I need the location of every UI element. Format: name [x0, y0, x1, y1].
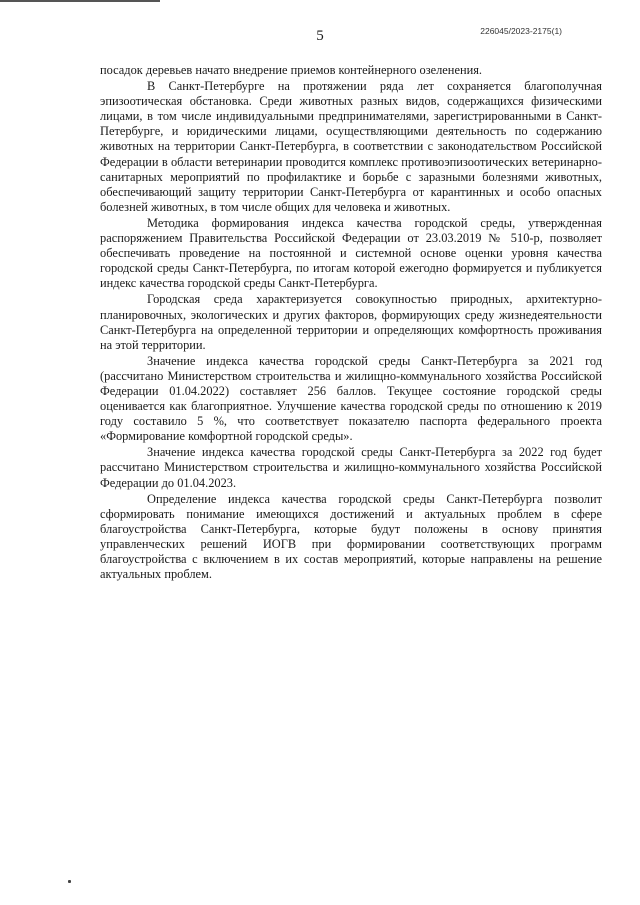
top-rule	[0, 0, 160, 2]
paragraph-index-2021: Значение индекса качества городской среды Санкт-Петербурга за 2021 год (рассчитано Министерством строительства и жилищно-коммунального хозяйства Российской Федерации 01.04.2022) составляет 256 баллов. Текущее состояние городской среды оценивается как благоприятное. Улучшение качества городской среды по отношению к 2019 году составило 5 %, что соответствует показателю паспорта федерального проекта «Формирование комфортной городской среды».	[100, 353, 602, 444]
paragraph-urban-environment: Городская среда характеризуется совокупностью природных, архитектурно-планировочных, экологических и других факторов, формирующих среду жизнедеятельности Санкт-Петербурга на определенной территории и определяющих комфортность проживания на этой территории.	[100, 292, 602, 352]
paragraph-continuation: посадок деревьев начато внедрение приемов контейнерного озеленения.	[100, 63, 482, 77]
page-number: 5	[316, 28, 324, 44]
paragraph-index-purpose: Определение индекса качества городской среды Санкт-Петербурга позволит сформировать понимание имеющихся достижений и актуальных проблем в сфере благоустройства Санкт-Петербурга, которые будут положены в основу принятия управленческих решений ИОГВ при формировании соответствующих программ благоустройства с включением в их состав мероприятий, которые направлены на решение актуальных проблем.	[100, 491, 602, 582]
document-id: 226045/2023-2175(1)	[480, 26, 562, 36]
paragraph-index-2022: Значение индекса качества городской среды Санкт-Петербурга за 2022 год будет рассчитано Министерством строительства и жилищно-коммунального хозяйства Российской Федерации до 01.04.2023.	[100, 445, 602, 490]
paragraph-methodology: Методика формирования индекса качества городской среды, утвержденная распоряжением Правительства Российской Федерации от 23.03.2019 № 510-р, позволяет обеспечивать проведение на постоянной и системной основе оценки уровня качества городской среды Санкт-Петербурга, по итогам которой ежегодно формируется и публикуется индекс качества городской среды Санкт-Петербурга.	[100, 215, 602, 291]
paragraph-epizootic: В Санкт-Петербурге на протяжении ряда лет сохраняется благополучная эпизоотическая обстановка. Среди животных разных видов, содержащихся физическими лицами, в том числе индивидуальными предпринимателями, зарегистрированными в Санкт-Петербурге, и юридическими лицами, осуществляющими деятельность по содержанию животных на территории Санкт-Петербурга, в соответствии с законодательством Российской Федерации в области ветеринарии проводится комплекс противоэпизоотических ветеринарно-санитарных мероприятий по профилактике и борьбе с заразными болезнями животных, обеспечивающий защиту территории Санкт-Петербурга от карантинных и особо опасных болезней животных, в том числе общих для человека и животных.	[100, 79, 602, 214]
scan-mark	[68, 880, 71, 883]
document-body	[100, 63, 602, 582]
